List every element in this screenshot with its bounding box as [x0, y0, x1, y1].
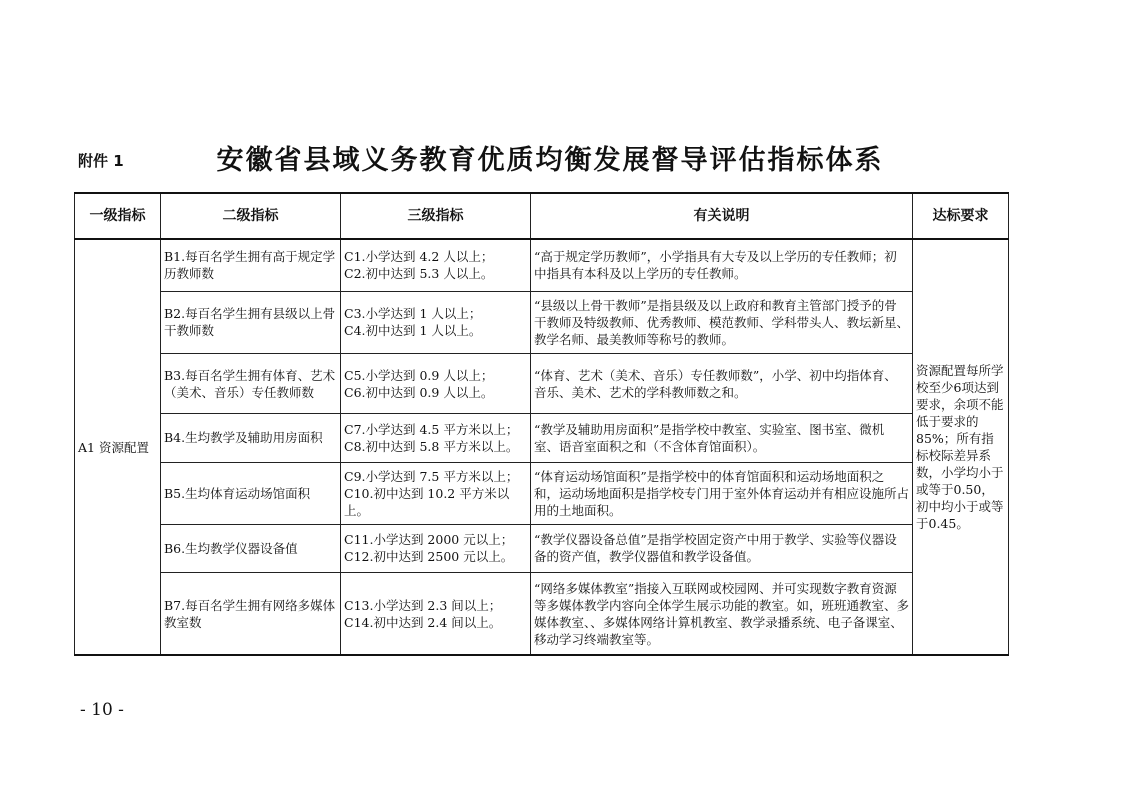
indicator-table [74, 192, 1009, 656]
level3-item: C14.初中达到 2.4 间以上。 [344, 614, 502, 630]
header-requirement: 达标要求 [913, 193, 1009, 239]
note-text: “网络多媒体教室”指接入互联网或校园网、并可实现数字教育资源等多媒体教学内容向全体学生展示功能的教室。如，班班通教室、多媒体教室、、多媒体网络计算机教室、教学录播系统、电子备课室、移动学习终端教室等。 [531, 573, 913, 655]
level3-item: C3.小学达到 1 人以上； [344, 306, 482, 322]
table-row [75, 239, 1009, 291]
level2-indicator: B2.每百名学生拥有县级以上骨干教师数 [161, 291, 341, 353]
level2-indicator: B6.生均教学仪器设备值 [161, 524, 341, 572]
level3-item: C5.小学达到 0.9 人以上； [344, 367, 494, 383]
attachment-label: 附件 1 [78, 152, 124, 170]
level1-indicator: A1 资源配置 [75, 239, 161, 655]
table-row [75, 414, 1009, 462]
table-row [75, 573, 1009, 655]
level3-item: C4.初中达到 1 人以上。 [344, 323, 482, 339]
level3-indicator [341, 354, 531, 414]
level3-item: C7.小学达到 4.5 平方米以上； [344, 421, 519, 437]
page-number: - 10 - [80, 700, 124, 720]
level3-item: C12.初中达到 2500 元以上。 [344, 549, 514, 565]
document-title: 安徽省县域义务教育优质均衡发展督导评估指标体系 [216, 145, 884, 176]
level2-indicator: B7.每百名学生拥有网络多媒体教室数 [161, 573, 341, 655]
header-level3: 三级指标 [341, 193, 531, 239]
level3-item: C9.小学达到 7.5 平方米以上； [344, 468, 519, 484]
level3-indicator [341, 291, 531, 353]
level3-indicator [341, 524, 531, 572]
table-row [75, 462, 1009, 524]
level2-indicator: B5.生均体育运动场馆面积 [161, 462, 341, 524]
table-row [75, 291, 1009, 353]
table-header-row [75, 193, 1009, 239]
note-text: “县级以上骨干教师”是指县级及以上政府和教育主管部门授予的骨干教师及特级教师、优秀教师、模范教师、学科带头人、教坛新星、教学名师、最美教师等称号的教师。 [531, 291, 913, 353]
level3-item: C8.初中达到 5.8 平方米以上。 [344, 438, 519, 454]
level2-indicator: B4.生均教学及辅助用房面积 [161, 414, 341, 462]
table-row [75, 354, 1009, 414]
level3-item: C1.小学达到 4.2 人以上； [344, 249, 494, 265]
level2-indicator: B3.每百名学生拥有体育、艺术（美术、音乐）专任教师数 [161, 354, 341, 414]
header-notes: 有关说明 [531, 193, 913, 239]
level3-indicator [341, 462, 531, 524]
header-level1: 一级指标 [75, 193, 161, 239]
level3-item: C11.小学达到 2000 元以上； [344, 532, 514, 548]
requirement-text: 资源配置每所学校至少6项达到要求，余项不能低于要求的85%；所有指标校际差异系数，小学均小于或等于0.50，初中均小于或等于0.45。 [913, 239, 1009, 655]
header-level2: 二级指标 [161, 193, 341, 239]
note-text: “体育、艺术（美术、音乐）专任教师数”，小学、初中均指体育、音乐、美术、艺术的学科教师数之和。 [531, 354, 913, 414]
level3-indicator [341, 414, 531, 462]
level3-item: C2.初中达到 5.3 人以上。 [344, 266, 494, 282]
note-text: “教学仪器设备总值”是指学校固定资产中用于教学、实验等仪器设备的资产值，教学仪器值和教学设备值。 [531, 524, 913, 572]
level3-indicator [341, 573, 531, 655]
note-text: “体育运动场馆面积”是指学校中的体育馆面积和运动场地面积之和，运动场地面积是指学校专门用于室外体育运动并有相应设施所占用的土地面积。 [531, 462, 913, 524]
table-row [75, 524, 1009, 572]
level2-indicator: B1.每百名学生拥有高于规定学历教师数 [161, 239, 341, 291]
level3-item: C13.小学达到 2.3 间以上； [344, 597, 502, 613]
note-text: “教学及辅助用房面积”是指学校中教室、实验室、图书室、微机室、语音室面积之和（不含体育馆面积）。 [531, 414, 913, 462]
note-text: “高于规定学历教师”，小学指具有大专及以上学历的专任教师；初中指具有本科及以上学历的专任教师。 [531, 239, 913, 291]
level3-indicator [341, 239, 531, 291]
level3-item: C6.初中达到 0.9 人以上。 [344, 384, 494, 400]
level3-item: C10.初中达到 10.2 平方米以上。 [344, 485, 510, 518]
